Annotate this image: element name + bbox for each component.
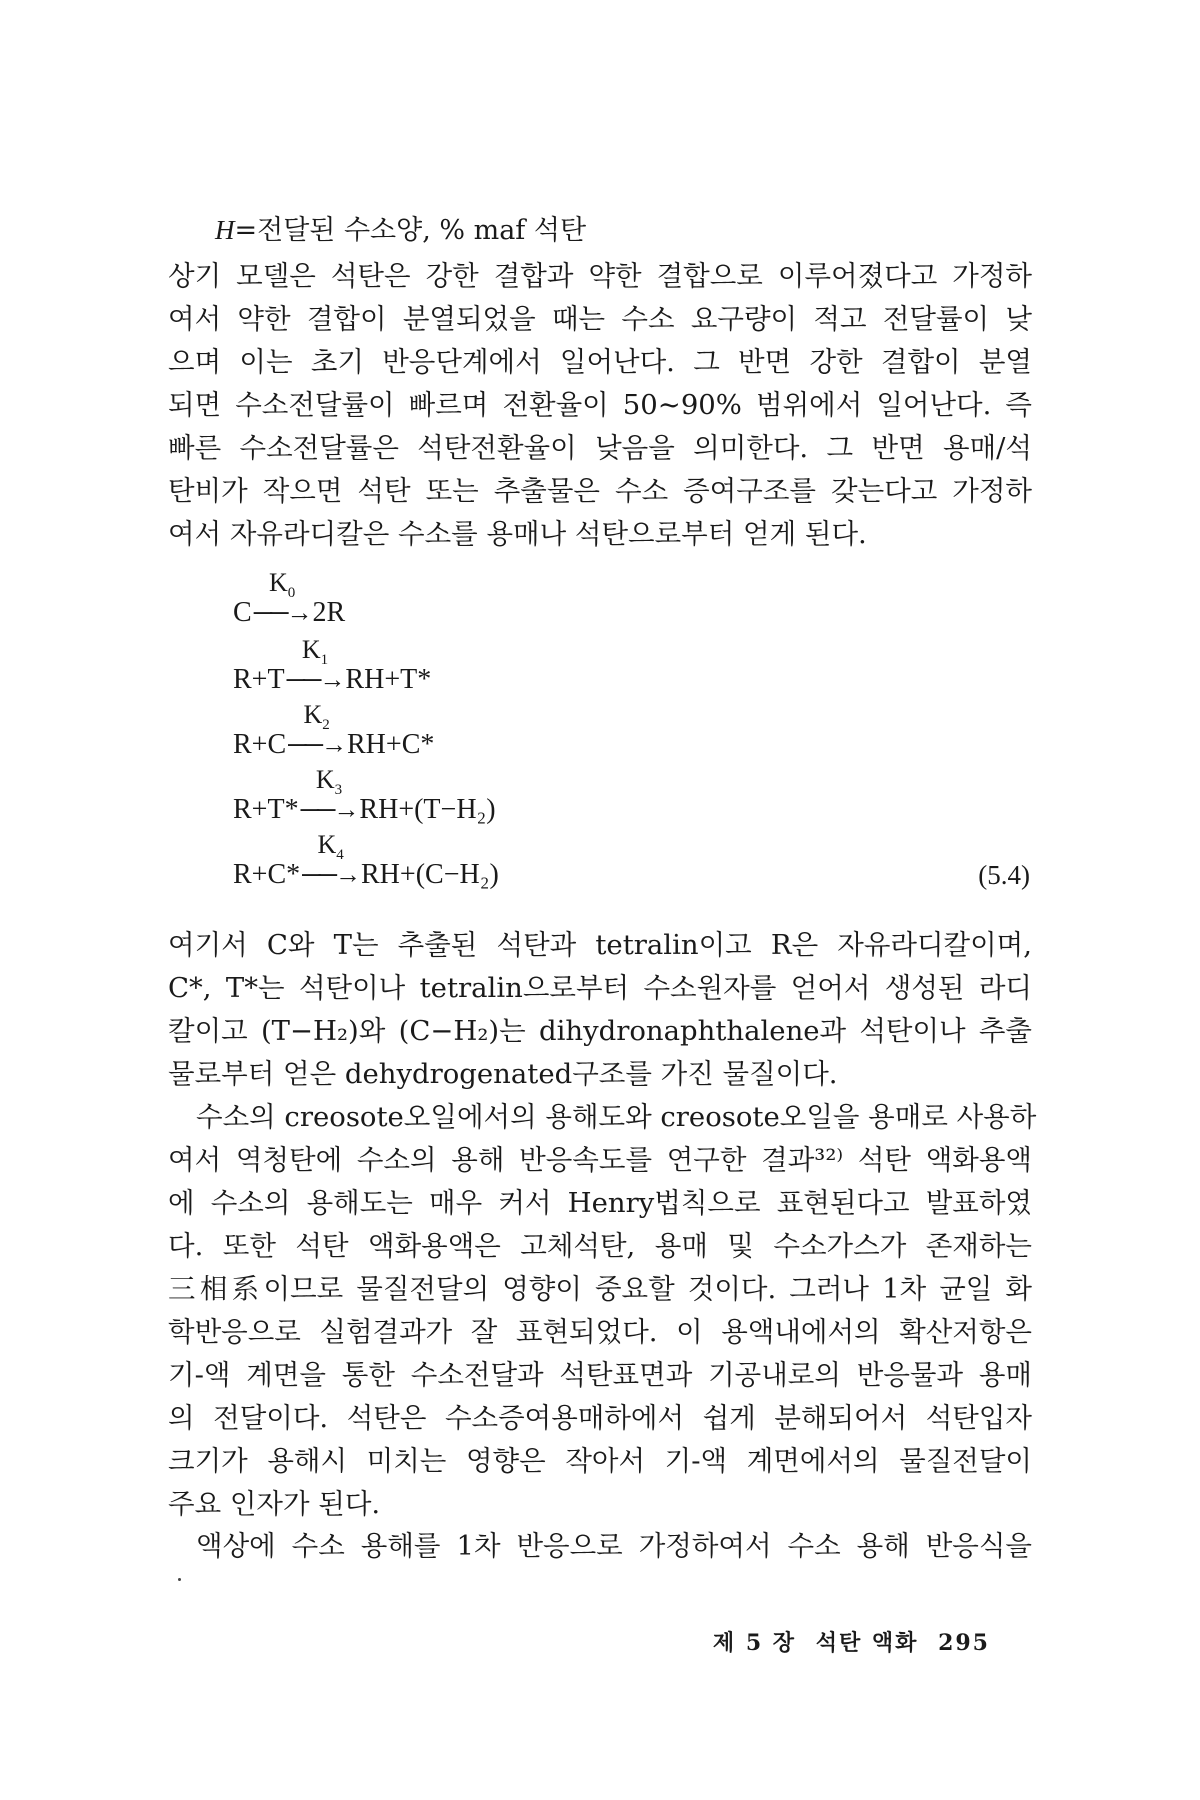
text-line: 크기가 용해시 미치는 영향은 작아서 기-액 계면에서의 물질전달이 [168, 1445, 1032, 1477]
reaction-arrow: $K_0$ ──→ [253, 568, 311, 627]
chapter-title: 석탄 액화 [815, 1630, 919, 1656]
equation-number: (5.4) [978, 860, 1030, 890]
reaction-3 [233, 700, 435, 760]
paragraph-symbol-definitions [168, 924, 1032, 1096]
text-line: 여서 약한 결합이 분열되었을 때는 수소 요구량이 적고 전달률이 낮 [168, 303, 1032, 335]
rate-constant: $K_4$ [317, 830, 344, 864]
paragraph-first-order [168, 1525, 1032, 1568]
text-line: 으며 이는 초기 반응단계에서 일어난다. 그 반면 강한 결합이 분열 [168, 346, 1032, 378]
reaction-1 [233, 568, 346, 628]
text-line: 다. 또한 석탄 액화용액은 고체석탄, 용매 및 수소가스가 존재하는 [168, 1230, 1032, 1262]
paragraph-solubility [168, 1096, 1037, 1526]
text-line: 칼이고 (T−H₂)와 (C−H₂)는 dihydronaphthalene과 석탄이나 추출 [168, 1015, 1032, 1047]
reaction-lhs: R+C* [233, 859, 301, 890]
text-line: 학반응으로 실험결과가 잘 표현되었다. 이 용액내에서의 확산저항은 [168, 1316, 1032, 1348]
equation-legend [215, 210, 586, 251]
print-speck [178, 1578, 181, 1581]
paragraph-model-description [168, 255, 1032, 556]
reaction-arrow: $K_2$ ──→ [288, 700, 345, 759]
reaction-lhs: C [233, 597, 252, 628]
reaction-arrow: $K_1$ ──→ [286, 635, 344, 694]
reaction-lhs: R+T* [233, 794, 299, 825]
rate-constant: $K_3$ [315, 765, 343, 799]
reaction-4 [233, 765, 496, 825]
text-line: 탄비가 작으면 석탄 또는 추출물은 수소 증여구조를 갖는다고 가정하 [168, 475, 1032, 507]
text-line: 빠른 수소전달률은 석탄전환율이 낮음을 의미한다. 그 반면 용매/석 [168, 432, 1032, 464]
text-line: 상기 모델은 석탄은 강한 결합과 약한 결합으로 이루어졌다고 가정하 [168, 260, 1032, 292]
reaction-rhs: RH+(T−H₂) [359, 794, 496, 825]
text-line: 액상에 수소 용해를 1차 반응으로 가정하여서 수소 용해 반응식을 [196, 1530, 1032, 1562]
text-line: 수소의 creosote오일에서의 용해도와 creosote오일을 용매로 사용하 [196, 1101, 1037, 1133]
reaction-rhs: RH+T* [345, 664, 432, 695]
reaction-lhs: R+T [233, 664, 285, 695]
page-footer [703, 1626, 990, 1657]
rate-constant: $K_2$ [303, 700, 330, 734]
legend-text: =전달된 수소양, % maf 석탄 [234, 215, 587, 246]
reaction-rhs: RH+(C−H₂) [361, 859, 499, 890]
reaction-5 [233, 830, 499, 890]
text-line: 주요 인자가 된다. [168, 1488, 381, 1520]
text-line: 三相系이므로 물질전달의 영향이 중요할 것이다. 그러나 1차 균일 화 [168, 1273, 1032, 1305]
legend-variable: H [215, 215, 235, 245]
text-line: 여기서 C와 T는 추출된 석탄과 tetralin이고 R은 자유라디칼이며, [168, 929, 1032, 961]
reaction-arrow: $K_4$ ──→ [302, 830, 359, 889]
reaction-lhs: R+C [233, 729, 287, 760]
rate-constant: $K_1$ [301, 635, 329, 669]
text-line: 기-액 계면을 통한 수소전달과 석탄표면과 기공내로의 반응물과 용매 [168, 1359, 1032, 1391]
reaction-rhs: 2R [312, 597, 346, 628]
reaction-2 [233, 635, 432, 695]
text-line: 에 수소의 용해도는 매우 커서 Henry법칙으로 표현된다고 발표하였 [168, 1187, 1032, 1219]
text-line: 되면 수소전달률이 빠르며 전환율이 50∼90% 범위에서 일어난다. 즉 [168, 389, 1032, 421]
rate-constant: $K_0$ [268, 568, 296, 602]
text-line: 여서 역청탄에 수소의 용해 반응속도를 연구한 결과³²⁾ 석탄 액화용액 [168, 1144, 1032, 1176]
text-line: 의 전달이다. 석탄은 수소증여용매하에서 쉽게 분해되어서 석탄입자 [168, 1402, 1032, 1434]
reaction-rhs: RH+C* [347, 729, 435, 760]
text-line: C*, T*는 석탄이나 tetralin으로부터 수소원자를 얻어서 생성된 라디 [168, 972, 1032, 1004]
chapter-label: 제 5 장 [712, 1630, 797, 1656]
text-line: 여서 자유라디칼은 수소를 용매나 석탄으로부터 얻게 된다. [168, 518, 867, 550]
page-number: 295 [938, 1630, 990, 1656]
text-line: 물로부터 얻은 dehydrogenated구조를 가진 물질이다. [168, 1058, 838, 1090]
reaction-arrow: $K_3$ ──→ [300, 765, 358, 824]
